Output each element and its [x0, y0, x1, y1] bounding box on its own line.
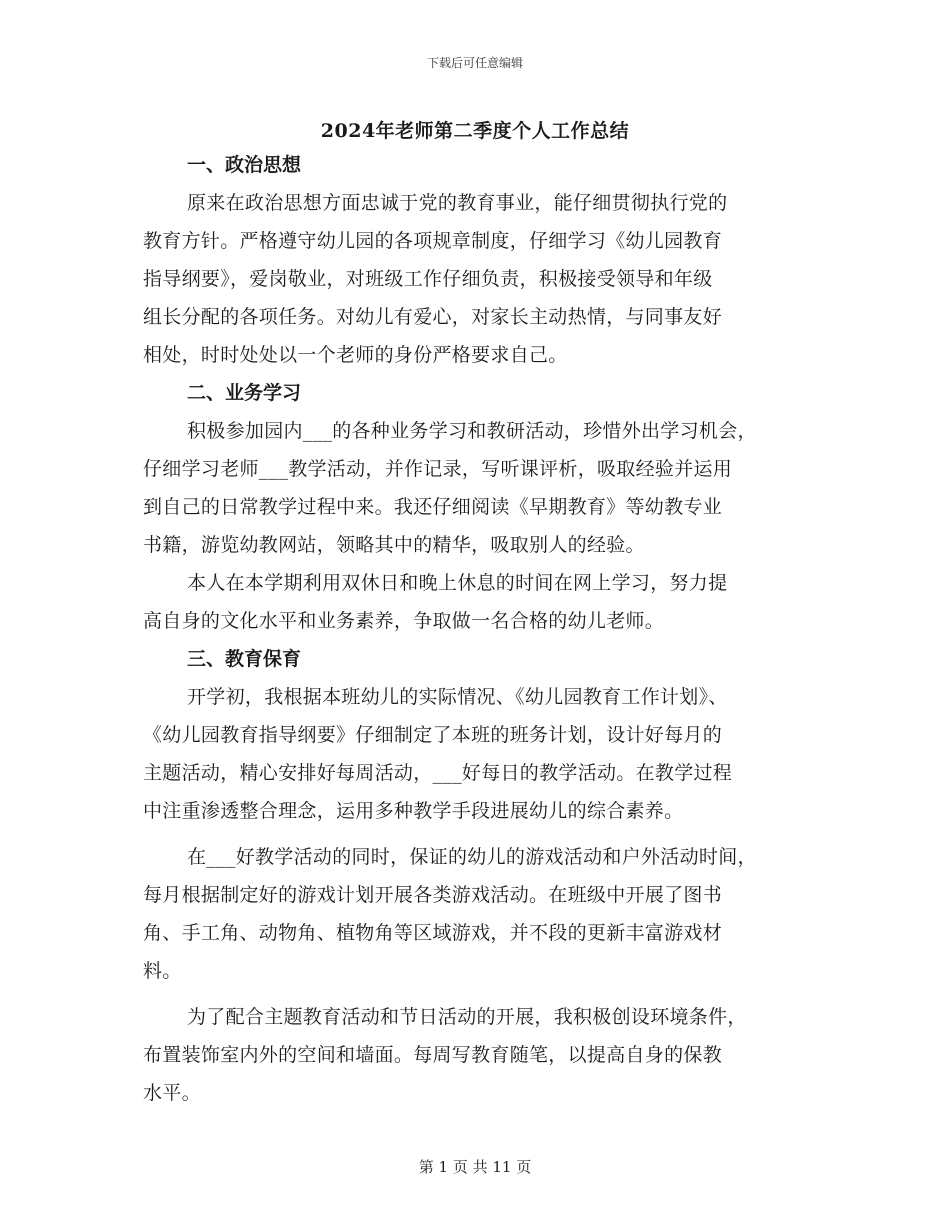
- section-heading: 三、教育保育: [187, 648, 302, 670]
- text-line: 为了配合主题教育活动和节日活动的开展，我积极创设环境条件，: [187, 1006, 747, 1028]
- text-line: 书籍，游览幼教网站，领略其中的精华，吸取别人的经验。: [143, 534, 645, 556]
- text-line: 积极参加园内___的各种业务学习和教研活动，珍惜外出学习机会，: [187, 420, 757, 442]
- text-line: 角、手工角、动物角、植物角等区域游戏，并不段的更新丰富游戏材: [143, 922, 723, 944]
- text-line: 每月根据制定好的游戏计划开展各类游戏活动。在班级中开展了图书: [143, 884, 723, 906]
- text-line: 中注重渗透整合理念，运用多种教学手段进展幼儿的综合素养。: [143, 800, 684, 822]
- page-footer: 第 1 页 共 11 页: [418, 1158, 532, 1176]
- text-line: 教育方针。严格遵守幼儿园的各项规章制度，仔细学习《幼儿园教育: [143, 230, 723, 252]
- text-line: 开学初，我根据本班幼儿的实际情况、《幼儿园教育工作计划》、: [187, 686, 728, 708]
- document-body: [143, 146, 823, 1112]
- section-heading: 二、业务学习: [187, 382, 302, 404]
- text-line: 在___好教学活动的同时，保证的幼儿的游戏活动和户外活动时间，: [187, 846, 757, 868]
- text-line: 料。: [143, 960, 182, 982]
- text-line: 仔细学习老师___教学活动，并作记录，写听课评析，吸取经验并运用: [143, 458, 733, 480]
- paragraph: [143, 838, 823, 990]
- text-line: 高自身的文化水平和业务素养，争取做一名合格的幼儿老师。: [143, 610, 665, 632]
- document-title: 2024年老师第二季度个人工作总结: [320, 120, 630, 142]
- paragraph: [143, 564, 823, 640]
- text-line: 组长分配的各项任务。对幼儿有爱心，对家长主动热情，与同事友好: [143, 306, 723, 328]
- paragraph: [143, 412, 823, 564]
- paragraph: [143, 184, 823, 374]
- section-heading: 一、政治思想: [187, 154, 302, 176]
- text-line: 《幼儿园教育指导纲要》仔细制定了本班的班务计划，设计好每月的: [143, 724, 723, 746]
- text-line: 到自己的日常教学过程中来。我还仔细阅读《早期教育》等幼教专业: [143, 496, 723, 518]
- header-note: 下载后可任意编辑: [426, 56, 523, 70]
- text-line: 水平。: [143, 1082, 201, 1104]
- text-line: 本人在本学期利用双休日和晚上休息的时间在网上学习，努力提: [187, 572, 728, 594]
- paragraph: [143, 998, 823, 1112]
- text-line: 布置装饰室内外的空间和墙面。每周写教育随笔，以提高自身的保教: [143, 1044, 723, 1066]
- text-line: 原来在政治思想方面忠诚于党的教育事业，能仔细贯彻执行党的: [187, 192, 728, 214]
- paragraph: [143, 678, 823, 830]
- text-line: 相处，时时处处以一个老师的身份严格要求自己。: [143, 344, 568, 366]
- text-line: 主题活动，精心安排好每周活动，___好每日的教学活动。在教学过程: [143, 762, 733, 784]
- text-line: 指导纲要》，爱岗敬业，对班级工作仔细负责，积极接受领导和年级: [143, 268, 713, 290]
